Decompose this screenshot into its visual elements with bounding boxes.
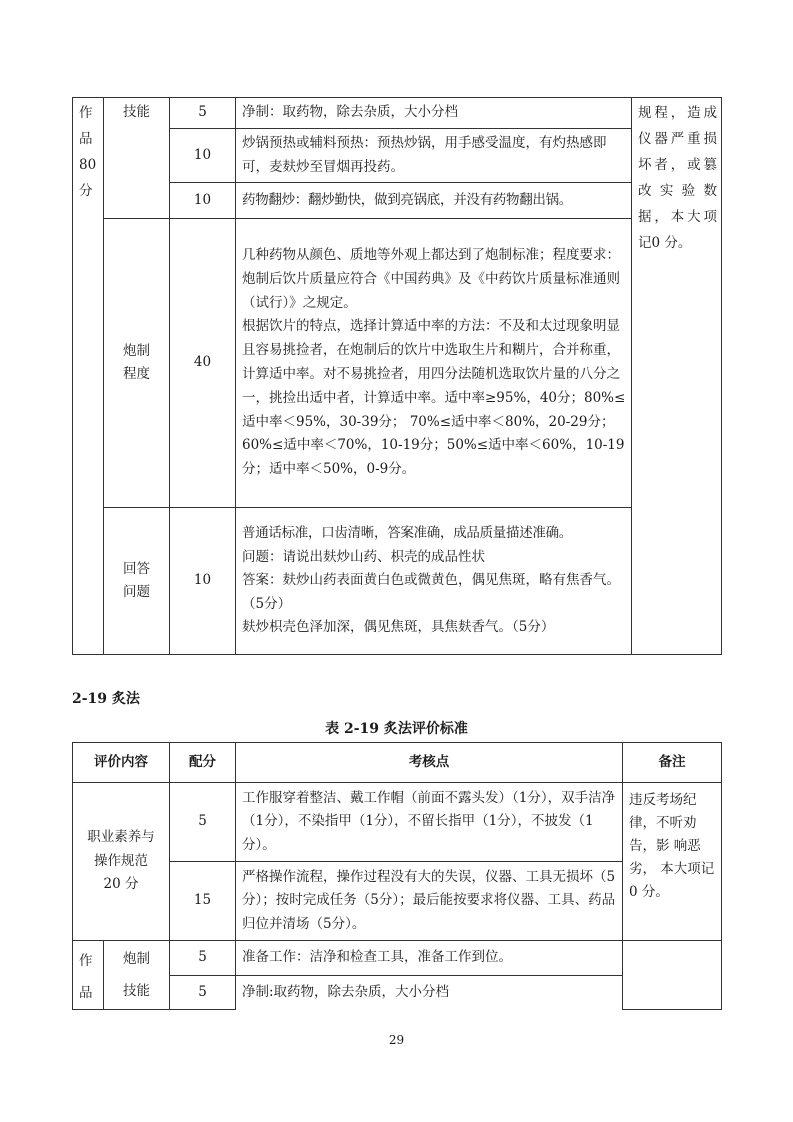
category-char: 品 xyxy=(79,131,93,147)
category-char: 品 xyxy=(79,985,93,1001)
score-cell: 10 xyxy=(170,183,236,219)
header-assessment-points: 考核点 xyxy=(236,743,623,783)
header-score: 配分 xyxy=(170,743,236,783)
category-cell-professionalism xyxy=(73,783,170,941)
criteria-cell: 净制：取药物，除去杂质，大小分档 xyxy=(236,98,632,129)
remark-text: 违反考场纪律，不听劝告，影 响恶劣， 本大项记0 分。 xyxy=(629,792,715,900)
criteria-cell: 准备工作：洁净和检查工具，准备工作到位。 xyxy=(236,941,623,976)
item-label-line: 炮制 xyxy=(123,951,150,967)
score-cell: 15 xyxy=(170,862,236,941)
score-cell: 40 xyxy=(170,219,236,508)
evaluation-table-continued xyxy=(72,97,722,655)
category-char: 分 xyxy=(79,183,93,199)
evaluation-table-2-19 xyxy=(72,742,722,1010)
criteria-paragraph: 答案：麸炒山药表面黄白色或微黄色，偶见焦斑，略有焦香气。（5分） xyxy=(242,572,620,612)
section-heading: 2-19 炙法 xyxy=(72,691,140,707)
page-number: 29 xyxy=(388,1033,405,1047)
header-remarks: 备注 xyxy=(623,743,722,783)
category-char: 80 xyxy=(79,157,97,173)
item-cell-processing-degree xyxy=(104,219,170,508)
criteria-paragraph: 普通话标准，口齿清晰，答案准确，成品质量描述准确。 xyxy=(242,525,572,542)
category-cell xyxy=(73,98,104,655)
criteria-cell: 工作服穿着整洁、戴工作帽（前面不露头发）（1分），双手洁净（1分），不染指甲（1分），不留长指甲（1分），不披发（1分）。 xyxy=(236,783,623,862)
category-line: 职业素养与 xyxy=(87,829,155,846)
criteria-cell: 药物翻炒：翻炒勤快，做到亮锅底，并没有药物翻出锅。 xyxy=(236,183,632,219)
score-cell: 5 xyxy=(170,975,236,1010)
table-caption: 表 2-19 炙法评价标准 xyxy=(325,721,468,737)
item-cell-answer-questions xyxy=(104,508,170,655)
item-label-line: 技能 xyxy=(123,983,150,999)
criteria-paragraph: 麸炒枳壳色泽加深，偶见焦斑，具焦麸香气。（5分） xyxy=(242,619,555,636)
criteria-cell xyxy=(236,508,632,655)
item-label-line: 问题 xyxy=(123,584,150,600)
criteria-cell xyxy=(236,219,632,508)
remark-cell-empty xyxy=(623,941,722,1010)
item-label-line: 炮制 xyxy=(123,342,150,359)
item-cell-processing-skill xyxy=(104,941,170,1010)
remark-cell xyxy=(623,783,722,941)
criteria-cell: 严格操作流程，操作过程没有大的失误，仪器、工具无损坏（5分）；按时完成任务（5分）；最后能按要求将仪器、工具、药品归位并清场（5分）。 xyxy=(236,862,623,941)
category-line: 操作规范 xyxy=(94,852,148,869)
criteria-paragraph: 根据饮片的特点，选择计算适中率的方法：不及和太过现象明显且容易挑捡者，在炮制后的饮片中选取生片和糊片，合并称重，计算适中率。对不易挑捡者，用四分法随机选取饮片量的八分之一，挑捡出适中者，计算适中率。适中率≥95%，40分；80%≤适中率＜95%，30-39分； 70%≤适中率＜80%，20-29分；60%≤适中率＜70%，10-19分；50%≤适中率＜60%，10-19分；适中率＜50%，0-9分。 xyxy=(242,318,626,478)
category-char: 作 xyxy=(79,953,93,969)
criteria-paragraph: 问题：请说出麸炒山药、枳壳的成品性状 xyxy=(242,548,485,565)
criteria-paragraph: 几种药物从颜色、质地等外观上都达到了炮制标准；程度要求：炮制后饮片质量应符合《中国药典》及《中药饮片质量标准通则（试行）》之规定。 xyxy=(242,247,620,311)
criteria-cell: 净制:取药物，除去杂质，大小分档 xyxy=(236,975,623,1010)
category-line: 20 分 xyxy=(103,876,139,893)
score-cell: 5 xyxy=(170,941,236,976)
remark-text: 规程，造成仪器严重损坏者，或篡改实验数据，本大项记0 分。 xyxy=(638,105,717,251)
score-cell: 5 xyxy=(170,98,236,129)
item-label-line: 程度 xyxy=(123,366,150,382)
category-char: 作 xyxy=(79,105,93,121)
item-cell-skill: 技能 xyxy=(104,98,170,219)
criteria-cell: 炒锅预热或辅料预热：预热炒锅，用手感受温度，有灼热感即可，麦麸炒至冒烟再投药。 xyxy=(236,129,632,183)
header-evaluation-content: 评价内容 xyxy=(73,743,170,783)
item-label-line: 回答 xyxy=(123,560,150,577)
remark-cell xyxy=(632,98,722,655)
score-cell: 5 xyxy=(170,783,236,862)
score-cell: 10 xyxy=(170,508,236,655)
score-cell: 10 xyxy=(170,129,236,183)
category-cell-product xyxy=(73,941,104,1010)
